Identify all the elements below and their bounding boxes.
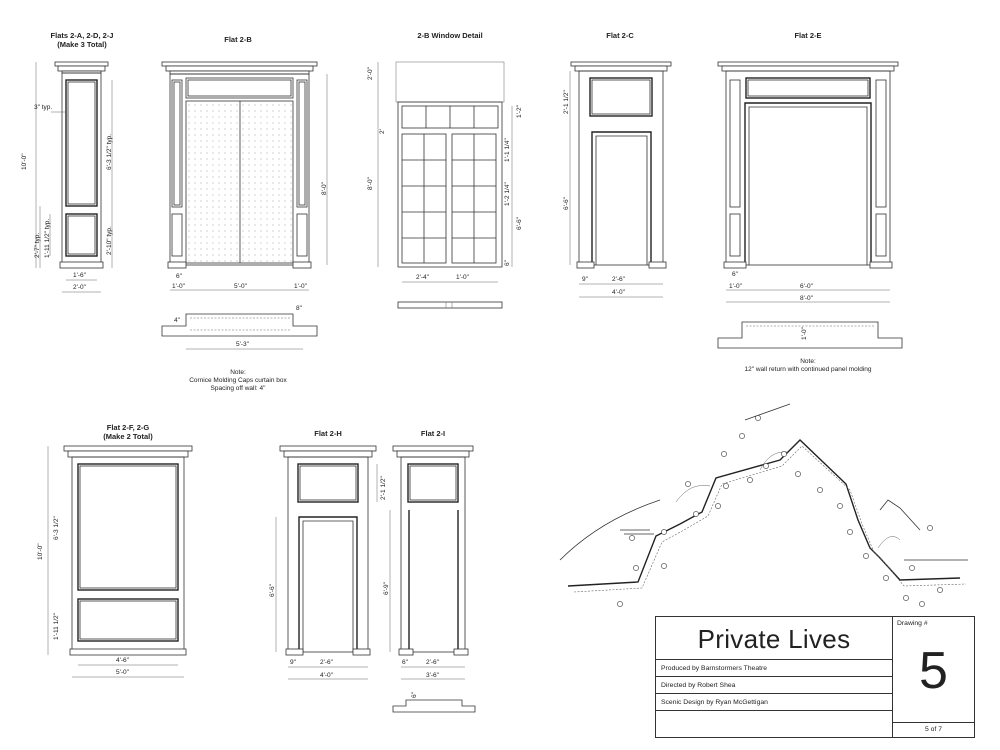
dim-label: 8'-0" <box>321 182 328 195</box>
dim-label: 5'-0" <box>116 669 129 676</box>
dim-label: 4" <box>174 317 180 324</box>
flat-2c-title: Flat 2-C <box>606 31 634 40</box>
dim-label: 4'-6" <box>116 657 129 664</box>
dim-label: 8'-0" <box>367 177 374 190</box>
dim-label: 2'-10" typ. <box>106 226 113 255</box>
dim-label: 6'-6" <box>516 217 523 230</box>
dim-label: 10'-0" <box>21 153 28 170</box>
drawing-number-label: Drawing # <box>897 620 928 627</box>
dim-label: 1'-0" <box>294 283 307 290</box>
dim-label: 1'-0" <box>172 283 185 290</box>
dim-label: 6" <box>504 260 511 266</box>
dim-label: 2'-7" typ. <box>34 232 41 258</box>
flat-2i-title: Flat 2-I <box>420 429 446 438</box>
dim-label: 6" <box>732 271 738 278</box>
flat-2b-title: Flat 2-B <box>224 35 252 44</box>
scenic-design-by: Scenic Design by Ryan McGettigan <box>656 694 892 711</box>
flat-2a-elevation <box>21 31 113 292</box>
flat-2i-elevation <box>383 429 475 712</box>
drawing-number: 5 <box>919 642 948 700</box>
dim-label: 1'-2" <box>516 105 523 118</box>
dim-label: 1'-1 1/4" <box>504 138 511 162</box>
dim-label: 8" <box>296 305 302 312</box>
produced-by: Produced by Barnstormers Theatre <box>656 660 892 677</box>
dim-label: 6'-0" <box>800 283 813 290</box>
dim-label: 2'-6" <box>320 659 333 666</box>
dim-label: 1'-11 1/2" typ. <box>44 218 51 258</box>
flat-2c-elevation <box>563 31 671 297</box>
dim-label: 6'-3 1/2" <box>53 516 60 540</box>
dim-label: 3" typ. <box>34 104 53 111</box>
dim-label: 6'-6" <box>563 197 570 210</box>
sheet-count: 5 of 7 <box>893 722 974 737</box>
flat-2e-title: Flat 2-E <box>794 31 822 40</box>
flat-2f-title-2: (Make 2 Total) <box>103 432 153 441</box>
note-b-2: Cornice Molding Caps curtain box <box>189 377 287 384</box>
dim-label: 2'-1 1/2" <box>380 476 387 500</box>
flat-2h-elevation <box>269 429 387 679</box>
flat-2h-title: Flat 2-H <box>314 429 342 438</box>
dim-label: 1'-2 1/4" <box>504 182 511 206</box>
dim-label: 8'-0" <box>800 295 813 302</box>
dim-label: 5'-3" <box>236 341 249 348</box>
title-block <box>655 616 975 738</box>
dim-label: 1'-0" <box>801 327 808 340</box>
dim-label: 2'-6" <box>612 276 625 283</box>
dim-label: 6" <box>411 692 418 698</box>
dim-label: 6'-6" <box>269 584 276 597</box>
ground-plan <box>560 404 968 607</box>
dim-label: 5'-0" <box>234 283 247 290</box>
dim-label: 6" <box>402 659 408 666</box>
window-title: 2-B Window Detail <box>417 31 483 40</box>
note-e-2: 12" wall return with continued panel molding <box>744 366 872 373</box>
dim-label: 9" <box>290 659 296 666</box>
dim-label: 1'-0" <box>729 283 742 290</box>
dim-label: 4'-0" <box>612 289 625 296</box>
dim-label: 2'-4" <box>416 274 429 281</box>
flat-2f-elevation <box>37 423 192 677</box>
note-b-1: Note: <box>230 369 246 376</box>
dim-label: 2'-1 1/2" <box>563 90 570 114</box>
dim-label: 1'-0" <box>456 274 469 281</box>
lighting-instruments <box>617 415 942 606</box>
dim-label: 2' <box>379 129 386 134</box>
dim-label: 9" <box>582 276 588 283</box>
flat-2a-title-2: (Make 3 Total) <box>57 40 107 49</box>
dim-label: 3'-6" <box>426 672 439 679</box>
flat-2e-elevation <box>718 31 902 373</box>
dim-label: 2'-6" <box>426 659 439 666</box>
dim-label: 10'-0" <box>37 543 44 560</box>
show-title: Private Lives <box>656 617 892 660</box>
dim-label: 1'-6" <box>73 272 86 279</box>
dim-label: 4'-0" <box>320 672 333 679</box>
flat-2f-title-1: Flat 2-F, 2-G <box>106 423 150 432</box>
dim-label: 6'-3 1/2" typ. <box>106 133 113 170</box>
dim-label: 1'-11 1/2" <box>53 613 60 640</box>
note-b-3: Spacing off wall: 4" <box>210 385 266 392</box>
window-detail <box>367 31 523 308</box>
dim-label: 2'-0" <box>73 284 86 291</box>
dim-label: 6" <box>176 273 182 280</box>
title-block-number-panel <box>893 617 974 737</box>
title-block-info <box>656 617 893 737</box>
directed-by: Directed by Robert Shea <box>656 677 892 694</box>
note-e-1: Note: <box>800 358 816 365</box>
dim-label: 6'-9" <box>383 582 390 595</box>
flat-2b-elevation <box>162 35 328 392</box>
dim-label: 2'-0" <box>367 67 374 80</box>
flat-2a-title-1: Flats 2-A, 2-D, 2-J <box>50 31 114 40</box>
